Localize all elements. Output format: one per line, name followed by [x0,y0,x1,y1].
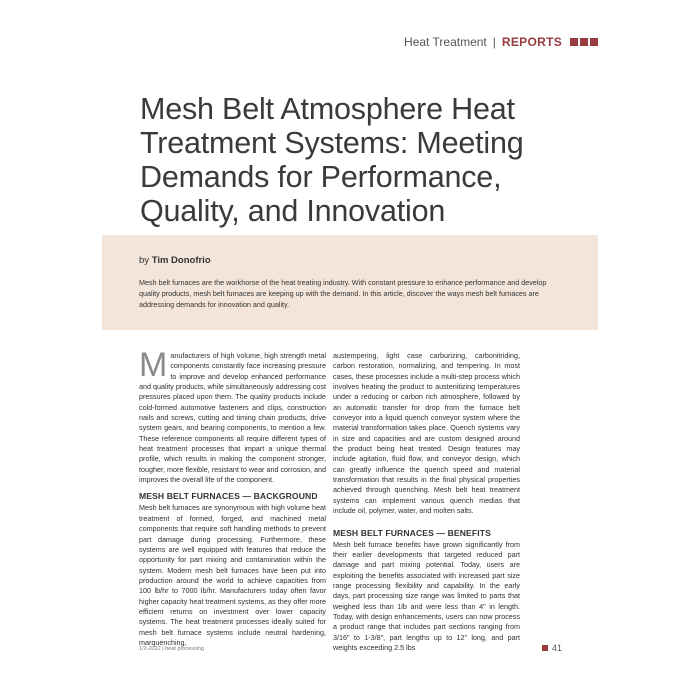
running-header [404,35,598,49]
benefits-paragraph: Mesh belt furnace benefits have grown significantly from their earlier developments that targeted reduced part damage and part mixing potential. Today, users are exploiting the benefits associated with increased part size range processing flexibility and capability. In the early days, part processing size range was limited to parts that weighed less than 1lb and were less than 4" in length. Today, with design enhancements, users can now process a product range that includes part sections ranging from 3/16" to 1-3/8", part lengths up to 12" long, and part weights exceeding 2.5 lbs [333,539,520,652]
abstract-box [102,235,598,330]
process-paragraph: austempering, light case carburizing, carbonitriding, carbon restoration, normalizing, and tempering. In most cases, these processes include a multi-step process which involves heating the product to austenitizing temperatures under a reducing or carbon rich atmosphere, followed by an automatic transfer for drop from the furnace belt conveyor into a liquid quench conveyor system where the material transformation takes place. Quench systems vary in size and capacities and are custom designed around the product being heat treated. Design features may include agitation, fluid flow, and conveyor design, which can greatly influence the quench speed and material transformation that results in the final physical properties achieved through quenching. Mesh belt heat treatment systems can implement various quench medias that include oil, polymer, water, and molten salts. [333,351,520,516]
page-footer [139,646,204,652]
drop-cap: M [139,346,168,384]
header-separator: | [492,35,496,49]
page-marker-icon [542,645,548,651]
article-title: Mesh Belt Atmosphere Heat Treatment Systems: Meeting Demands for Performance, Quality, and Innovation [140,92,524,228]
category-label: REPORTS [501,35,562,49]
author-name: Tim Donofrio [151,255,211,266]
page-number-block [542,643,562,653]
byline-prefix: by [139,255,150,266]
intro-paragraph [139,346,326,485]
page-number: 41 [552,643,563,653]
section-label: Heat Treatment [404,35,487,49]
publication-name: heat processing [165,646,205,652]
footer-separator: | [162,646,164,652]
section-heading-benefits: MESH BELT FURNACES — BENEFITS [333,527,491,538]
background-paragraph: Mesh belt furnaces are synonymous with high volume heat treatment of formed, forged, and machined metal components that require soft handling methods to prevent part damage during processing. Furthermore, these systems are well equipped with features that reduce the opportunity for part mixing and contamination within the system. Modern mesh belt furnaces have been put into production around the world to achieve capacities from 100 lb/hr to 7000 lb/hr. Manufacturers today often favor higher capacity heat treatment systems, as they offer more efficient returns on investment over lower capacity systems. The heat treatment processes ideally suited for mesh belt furnace systems include neutral hardening, marquenching, [139,503,326,647]
body-column-right [333,351,520,653]
section-heading-background: MESH BELT FURNACES — BACKGROUND [139,491,318,502]
accent-squares-icon [570,38,598,46]
abstract-text: Mesh belt furnaces are the workhorse of the heat treating industry. With constant pressure to enhance performance and develop quality products, mesh belt furnaces are keeping up with the demand. In this article, discover the ways mesh belt furnaces are addressing demands for innovation and quality. [139,278,547,309]
issue-date: 1/2-2022 [139,646,161,652]
intro-text: anufacturers of high volume, high strength metal components constantly face increasing pressure to improve and develop enhanced performance and quality products, while simultaneously addressing cost pressures placed upon them. The quality products include cold-formed automotive fasteners and clips, construction nails and screws, cutting and timing chain products, drive system gears, and bearing components, to mention a few. These reference components all require different types of heat treatment processes that impart a unique thermal profile, which results in making the component stronger, tougher, more flexible, resistant to wear and corrosion, and improves the overall life of the component. [139,351,326,485]
byline [139,255,562,266]
body-column-left [139,346,326,648]
